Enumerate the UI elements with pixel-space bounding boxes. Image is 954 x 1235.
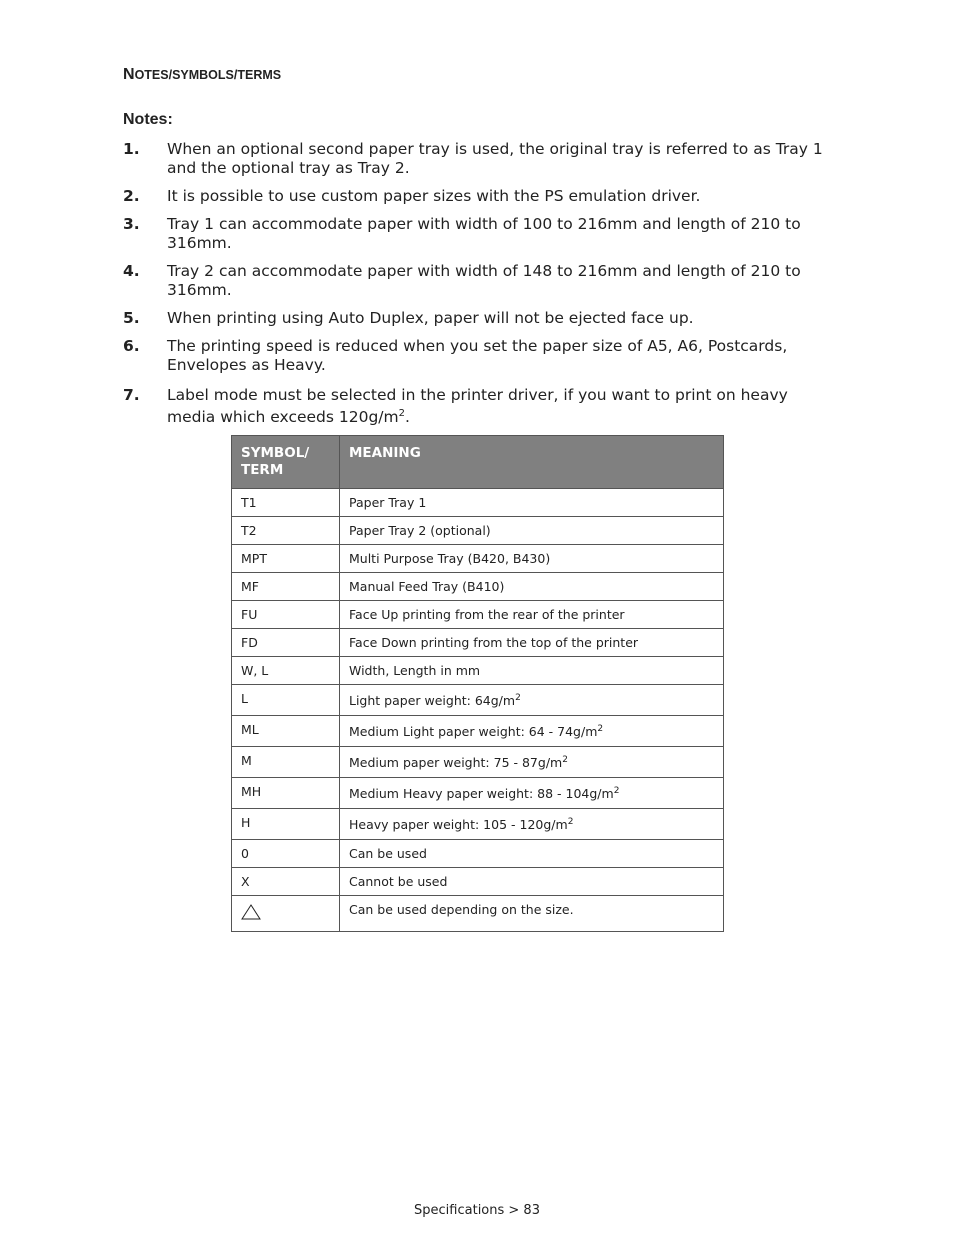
superscript: 2	[567, 817, 574, 827]
meaning-cell	[340, 809, 724, 840]
symbols-terms-table	[231, 435, 724, 932]
symbol-cell: H	[232, 809, 340, 840]
note-number: 5.	[123, 309, 140, 327]
meaning-text: Heavy paper weight: 105 - 120g/m	[349, 817, 568, 832]
note-item	[123, 309, 833, 328]
symbol-cell: MH	[232, 778, 340, 809]
note-number: 4.	[123, 262, 140, 280]
meaning-cell: Multi Purpose Tray (B420, B430)	[340, 545, 724, 573]
symbol-cell: MF	[232, 573, 340, 601]
table-row	[232, 747, 724, 778]
meaning-text: Light paper weight: 64g/m	[349, 693, 516, 708]
table-row	[232, 545, 724, 573]
section-title-initial: N	[123, 66, 135, 83]
notes-heading: Notes:	[123, 111, 173, 128]
table-row	[232, 489, 724, 517]
note-item	[123, 215, 833, 253]
superscript: 2	[562, 755, 568, 765]
note-text: When an optional second paper tray is used, the original tray is referred to as Tray 1 and the optional tray as Tray 2.	[167, 140, 823, 177]
header-symbol-term: SYMBOL/ TERM	[232, 436, 340, 489]
table-row	[232, 809, 724, 840]
section-title-rest: OTES/SYMBOLS/TERMS	[134, 68, 282, 82]
note-text: Tray 2 can accommodate paper with width of 148 to 216mm and length of 210 to 316mm.	[167, 262, 801, 299]
superscript: 2	[597, 724, 604, 734]
note-item	[123, 187, 833, 206]
note-item	[123, 262, 833, 300]
note-number: 3.	[123, 215, 140, 233]
symbol-cell	[232, 896, 340, 932]
note-text: When printing using Auto Duplex, paper will not be ejected face up.	[167, 309, 694, 327]
table-row	[232, 517, 724, 545]
table-row	[232, 573, 724, 601]
symbol-cell: FD	[232, 629, 340, 657]
note-number: 2.	[123, 187, 140, 205]
triangle-icon	[241, 904, 261, 920]
meaning-cell: Manual Feed Tray (B410)	[340, 573, 724, 601]
meaning-cell: Width, Length in mm	[340, 657, 724, 685]
note-item	[123, 384, 833, 428]
meaning-cell: Cannot be used	[340, 868, 724, 896]
note-text: It is possible to use custom paper sizes with the PS emulation driver.	[167, 187, 701, 205]
meaning-cell	[340, 747, 724, 778]
note-text: Tray 1 can accommodate paper with width of 100 to 216mm and length of 210 to 316mm.	[167, 215, 801, 252]
meaning-cell	[340, 685, 724, 716]
table-row	[232, 868, 724, 896]
meaning-text: Medium paper weight: 75 - 87g/m	[349, 755, 563, 770]
symbol-cell: MPT	[232, 545, 340, 573]
section-title	[123, 66, 281, 84]
note-text: Label mode must be selected in the printer driver, if you want to print on heavy media which exceeds 120g/m	[167, 386, 788, 426]
table-header-row	[232, 436, 724, 489]
meaning-cell: Face Up printing from the rear of the printer	[340, 601, 724, 629]
superscript: 2	[398, 408, 406, 419]
note-text: The printing speed is reduced when you set the paper size of A5, A6, Postcards, Envelopes as Heavy.	[167, 337, 788, 374]
table-row	[232, 778, 724, 809]
note-number: 6.	[123, 337, 140, 355]
meaning-cell: Paper Tray 2 (optional)	[340, 517, 724, 545]
note-item	[123, 337, 833, 375]
symbol-cell: L	[232, 685, 340, 716]
table-row	[232, 629, 724, 657]
table-row	[232, 685, 724, 716]
header-meaning: MEANING	[340, 436, 724, 489]
symbol-cell: ML	[232, 716, 340, 747]
note-number: 7.	[123, 386, 140, 404]
note-suffix: .	[405, 408, 410, 426]
symbol-cell: X	[232, 868, 340, 896]
meaning-cell: Face Down printing from the top of the printer	[340, 629, 724, 657]
symbol-cell: 0	[232, 840, 340, 868]
table-row	[232, 657, 724, 685]
meaning-cell: Can be used	[340, 840, 724, 868]
table-row	[232, 840, 724, 868]
table-row	[232, 716, 724, 747]
meaning-text: Medium Light paper weight: 64 - 74g/m	[349, 724, 598, 739]
page-footer: Specifications > 83	[414, 1203, 540, 1218]
table-row	[232, 601, 724, 629]
meaning-cell	[340, 778, 724, 809]
superscript: 2	[613, 786, 620, 796]
meaning-cell	[340, 716, 724, 747]
superscript: 2	[515, 693, 521, 703]
notes-list	[123, 140, 833, 437]
symbol-cell: T2	[232, 517, 340, 545]
symbol-cell: M	[232, 747, 340, 778]
symbol-cell: T1	[232, 489, 340, 517]
note-item	[123, 140, 833, 178]
meaning-cell: Can be used depending on the size.	[340, 896, 724, 932]
symbol-cell: W, L	[232, 657, 340, 685]
table-row	[232, 896, 724, 932]
meaning-text: Medium Heavy paper weight: 88 - 104g/m	[349, 786, 614, 801]
note-number: 1.	[123, 140, 140, 158]
symbol-cell: FU	[232, 601, 340, 629]
meaning-cell: Paper Tray 1	[340, 489, 724, 517]
